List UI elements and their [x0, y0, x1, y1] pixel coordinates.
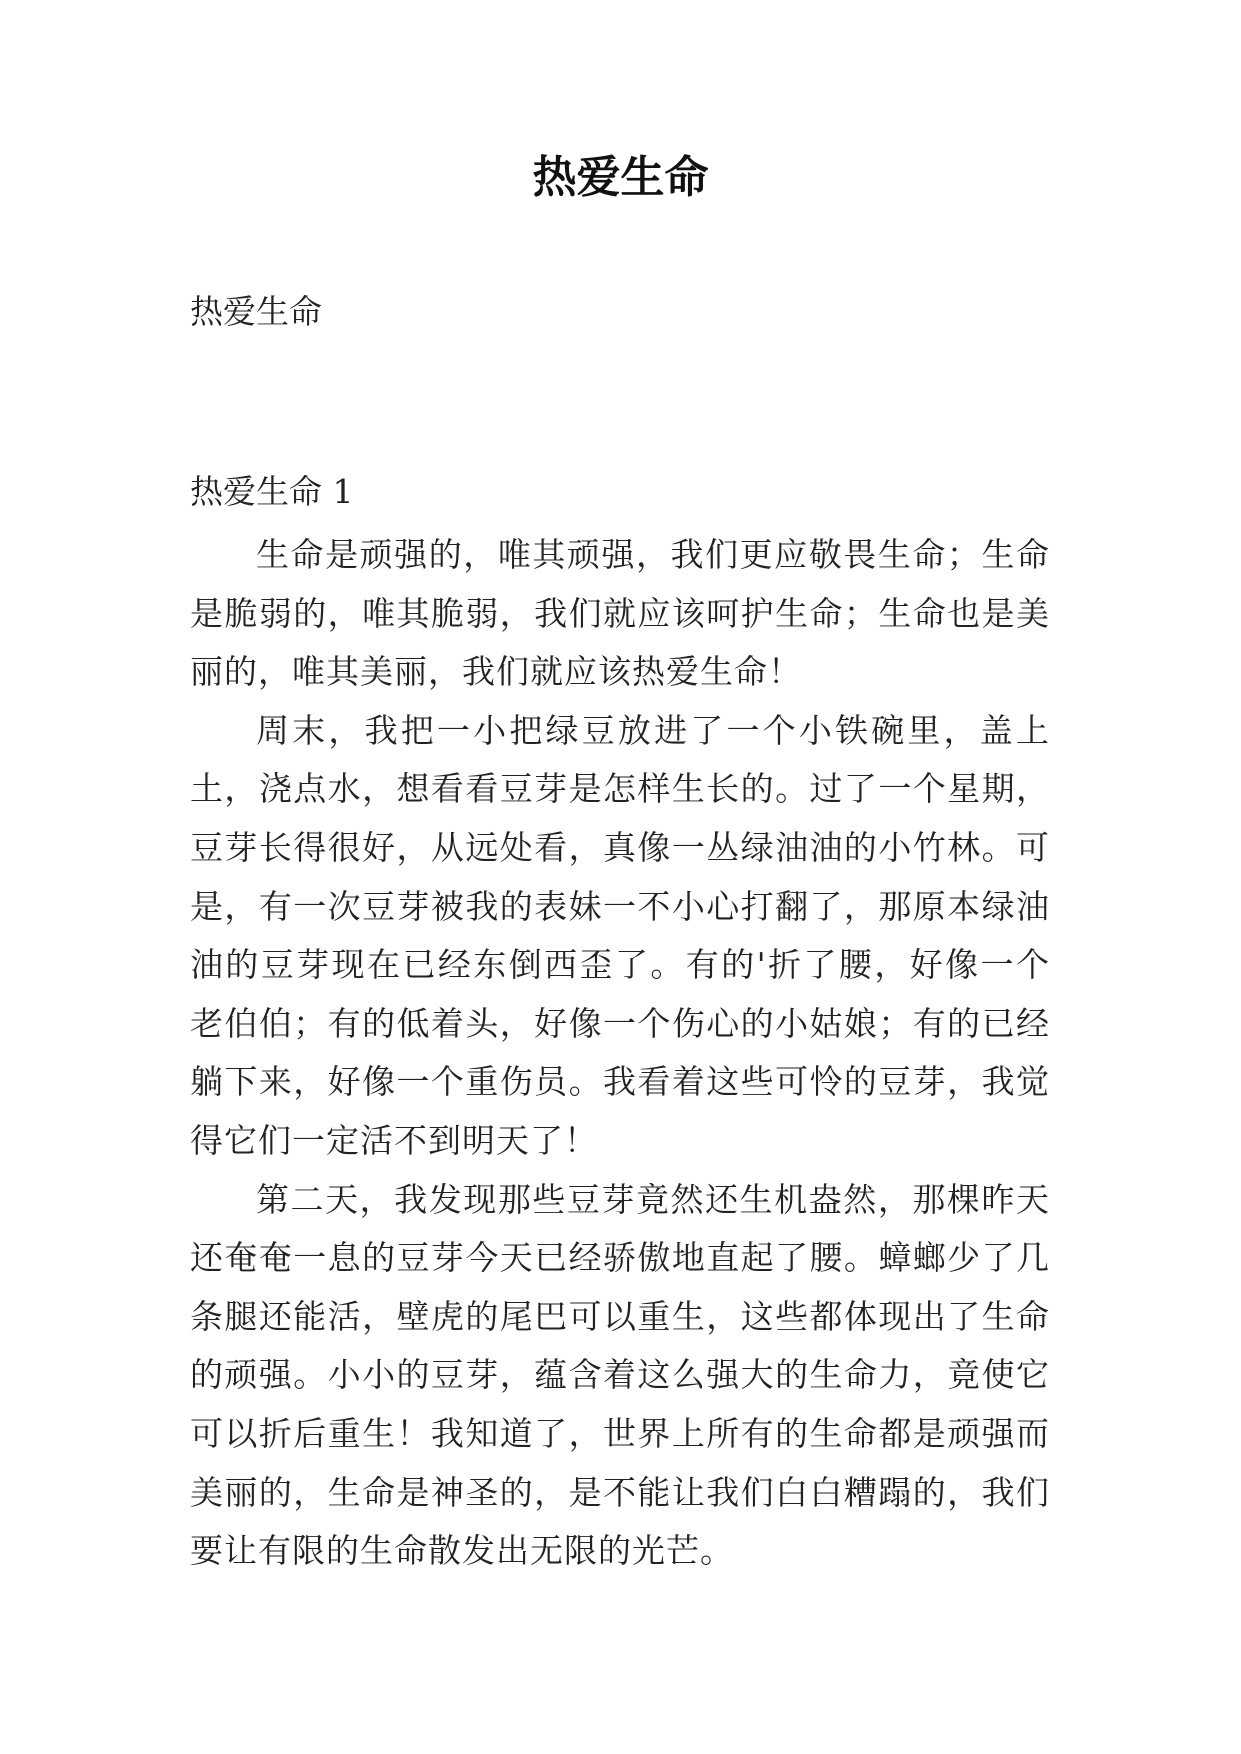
paragraph: 周末，我把一小把绿豆放进了一个小铁碗里，盖上土，浇点水，想看看豆芽是怎样生长的。过了一个星期，豆芽长得很好，从远处看，真像一丛绿油油的小竹林。可是，有一次豆芽被我的表妹一不小心打翻了，那原本绿油油的豆芽现在已经东倒西歪了。有的'折了腰，好像一个老伯伯；有的低着头，好像一个伤心的小姑娘；有的已经躺下来，好像一个重伤员。我看着这些可怜的豆芽，我觉得它们一定活不到明天了！	[190, 710, 1050, 1160]
document-title: 热爱生命	[532, 152, 709, 203]
paragraph: 第二天，我发现那些豆芽竟然还生机盎然，那棵昨天还奄奄一息的豆芽今天已经骄傲地直起了腰。蟑螂少了几条腿还能活，壁虎的尾巴可以重生，这些都体现出了生命的顽强。小小的豆芽，蕴含着这么强大的生命力，竟使它可以折后重生！我知道了，世界上所有的生命都是顽强而美丽的，生命是神圣的，是不能让我们白白糟蹋的，我们要让有限的生命散发出无限的光芒。	[190, 1179, 1050, 1571]
document-subtitle: 热爱生命	[190, 292, 322, 331]
paragraph: 生命是顽强的，唯其顽强，我们更应敬畏生命；生命是脆弱的，唯其脆弱，我们就应该呵护生命；生命也是美丽的，唯其美丽，我们就应该热爱生命！	[190, 535, 1050, 692]
section-heading: 热爱生命 1	[190, 472, 354, 511]
document-body	[190, 526, 1050, 1581]
